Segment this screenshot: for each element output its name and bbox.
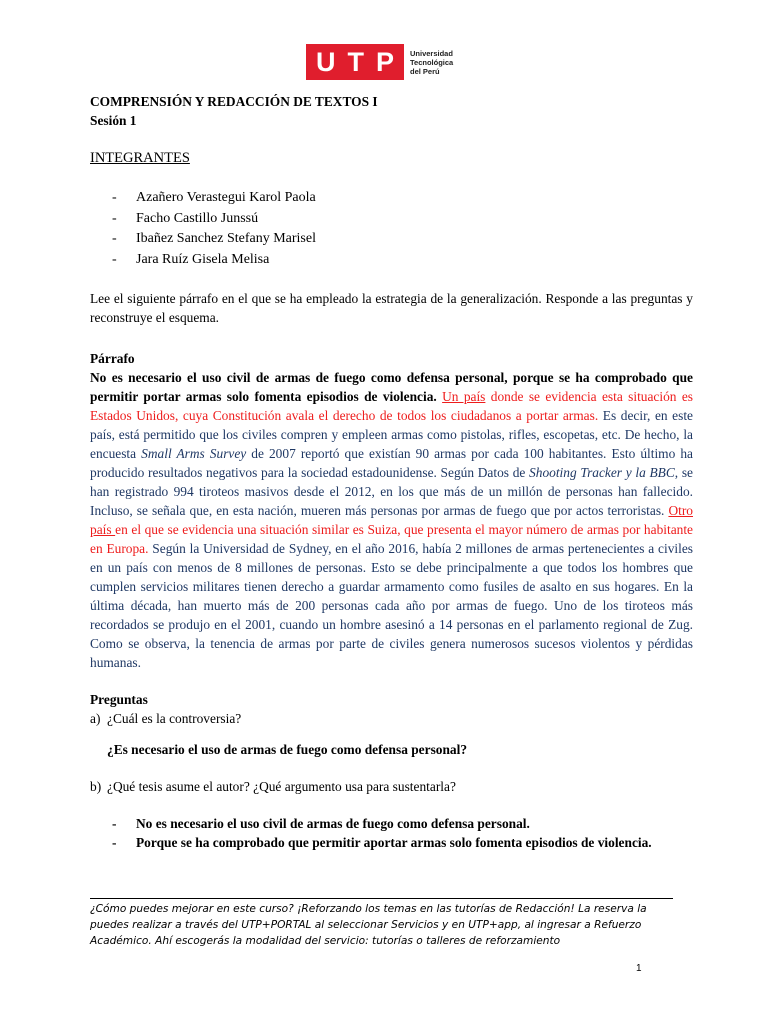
detail-italic: Small Arms Survey — [141, 446, 247, 461]
answer-b-item: - No es necesario el uso civil de armas de fuego como defensa personal. — [112, 816, 530, 831]
footnote-text: ¿Cómo puedes mejorar en este curso? ¡Reforzando los temas en las tutorías de Redacción! La reserva la puedes realizar a través del UTP+PORTAL al seleccionar Servicios y en UTP+app, al ingresar a Refuerzo Académico. Ahí escogerás la modalidad del servicio: tutorías o talleres de reforzamiento — [90, 903, 647, 947]
detail-text: , se han registrado 994 tiroteos masivos desde el 2012, en los que más de un millón de personas han fallecido. Incluso, se señala que, en esta nación, mueren más personas por armas de fuego que por actos terroristas. — [90, 465, 694, 518]
logo-letter-t: T — [347, 47, 364, 77]
member-item: - Jara Ruíz Gisela Melisa — [90, 250, 693, 271]
question-a — [90, 709, 693, 728]
member-name: Ibañez Sanchez Stefany Marisel — [136, 231, 316, 246]
integrantes-heading: INTEGRANTES — [90, 150, 190, 166]
page-number: 1 — [636, 963, 642, 974]
utp-logo-mark — [306, 44, 404, 80]
logo-letter-p: P — [375, 47, 394, 77]
member-name: Azañero Verastegui Karol Paola — [136, 190, 316, 205]
parrafo-heading: Párrafo — [90, 351, 135, 366]
example-1-detail — [90, 408, 693, 518]
preguntas-heading: Preguntas — [90, 692, 148, 707]
answer-a: ¿Es necesario el uso de armas de fuego como defensa personal? — [107, 742, 468, 757]
question-letter: b) — [90, 779, 102, 794]
utp-logo-wordmark — [410, 49, 453, 76]
thesis-sentence: No es necesario el uso civil de armas de fuego como defensa personal, porque se ha comprobado que permitir portar armas solo fomenta episodios de violencia. — [90, 370, 693, 404]
member-item: - Ibañez Sanchez Stefany Marisel — [90, 229, 693, 250]
members-list — [90, 188, 693, 270]
question-text: ¿Cuál es la controversia? — [107, 711, 242, 726]
answer-text: No es necesario el uso civil de armas de fuego como defensa personal. — [136, 816, 530, 831]
example-1-lead: Un país — [442, 389, 486, 404]
logo-letter-u: U — [315, 47, 336, 77]
logo-text-line: del Perú — [410, 66, 440, 76]
answer-text: Porque se ha comprobado que permitir aportar armas solo fomenta episodios de violencia. — [136, 835, 652, 850]
example-2-statement: en el que se evidencia una situación similar es Suiza, que presenta el mayor número de armas por habitante en Europa. — [90, 522, 694, 556]
member-item: - Facho Castillo Junssú — [90, 209, 693, 230]
detail-text: de 2007 reportó que existían 90 armas por cada 100 habitantes. Esto último ha producido resultados negativos para la sociedad estadounidense. Según Datos de — [90, 446, 693, 480]
question-letter: a) — [90, 711, 101, 726]
parrafo-text — [90, 368, 693, 672]
course-title: COMPRENSIÓN Y REDACCIÓN DE TEXTOS I — [90, 94, 378, 109]
logo-text-line: Universidad — [410, 48, 453, 58]
example-2-detail: Según la Universidad de Sydney, en el año 2016, había 2 millones de armas pertenecientes a civiles en un país con menos de 8 millones de personas. Esto se debe principalmente a que todos los hombres que cumplen servicios militares tienen derecho a guardar armamento como fusiles de asalto en sus hogares. En la última década, han muerto más de 200 personas cada año por armas de fuego. Uno de los tiroteos más recordados se produjo en el 2001, cuando un hombre asesinó a 14 personas en el parlamento regional de Zug. Como se observa, la tenencia de armas por parte de civiles genera numerosos sucesos violentos y pérdidas humanas. — [90, 541, 693, 670]
answer-b-item: - Porque se ha comprobado que permitir aportar armas solo fomenta episodios de violencia. — [112, 835, 652, 850]
question-text: ¿Qué tesis asume el autor? ¿Qué argumento usa para sustentarla? — [107, 779, 456, 794]
document-body — [90, 92, 693, 852]
member-name: Jara Ruíz Gisela Melisa — [136, 251, 270, 267]
example-1-statement: donde se evidencia esta situación es Estados Unidos, cuya Constitución avala el derecho de todos los ciudadanos a portar armas. — [90, 389, 693, 423]
detail-italic: Shooting Tracker y la BBC — [529, 465, 675, 480]
question-b — [90, 777, 693, 796]
member-item: - Azañero Verastegui Karol Paola — [90, 188, 693, 209]
example-2-lead: Otro país — [90, 503, 693, 537]
detail-text: Es decir, en este país, está permitido que los civiles compren y empleen armas como pistolas, rifles, escopetas, etc. De hecho, la encuesta — [90, 408, 694, 461]
member-name: Facho Castillo Junssú — [136, 210, 259, 226]
footnote-divider — [90, 898, 673, 899]
instructions-text: Lee el siguiente párrafo en el que se ha empleado la estrategia de la generalización. Responde a las preguntas y reconstruye el esquema. — [90, 291, 693, 325]
session-label: Sesión 1 — [90, 113, 137, 128]
logo-text-line: Tecnológica — [410, 57, 454, 67]
answers-b-list — [90, 814, 693, 852]
utp-logo — [306, 44, 453, 80]
